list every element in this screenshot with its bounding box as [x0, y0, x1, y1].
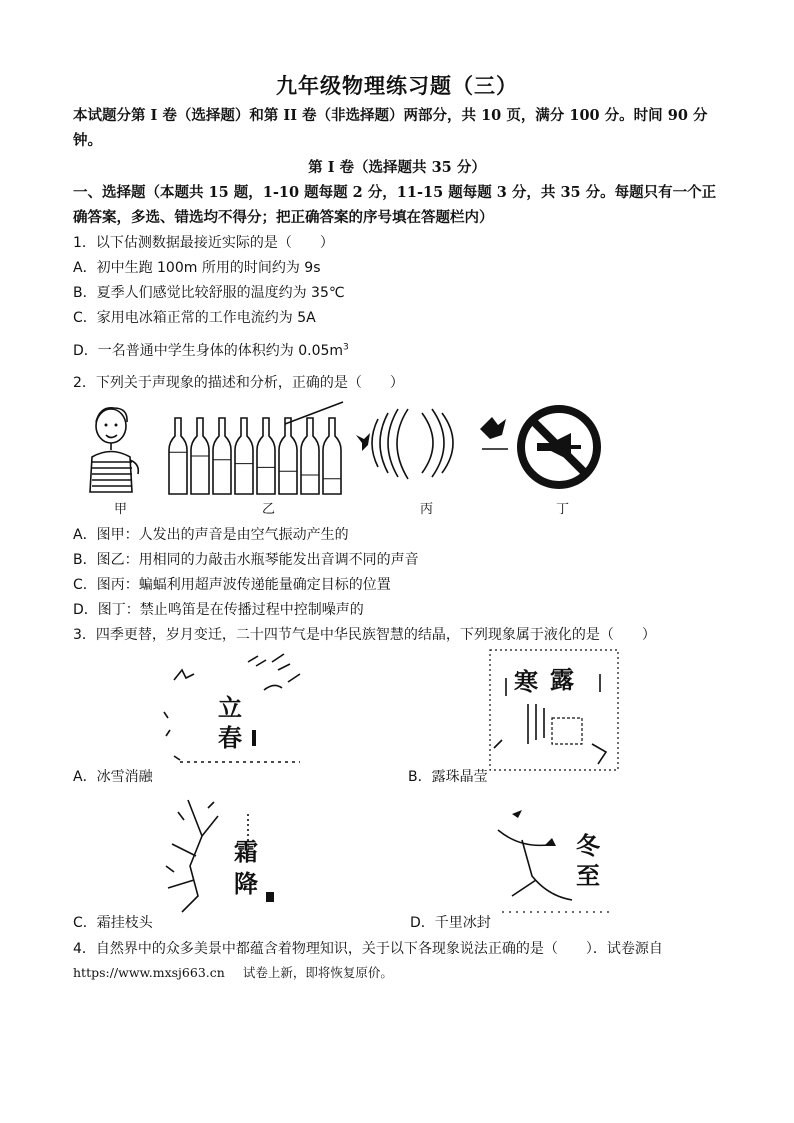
q3-image-c-shuangjiang [158, 796, 288, 916]
q2-figure-jia-person [78, 402, 148, 497]
q2-figure-bing-bat-waves [352, 405, 512, 485]
bottle-6 [279, 418, 297, 494]
q1-option-b: B．夏季人们感觉比较舒服的温度约为 35℃ [73, 285, 345, 301]
q4-stem-text: 4．自然界中的众多美景中都蕴含着物理知识，关于以下各现象说法正确的是（ [73, 941, 558, 957]
q2-option-a: A．图甲：人发出的声音是由空气振动产生的 [73, 527, 349, 543]
q3-img-a-char-1: 立 [218, 693, 242, 722]
q3-option-c: C．霜挂枝头 [73, 915, 153, 931]
q2-option-b: B．图乙：用相同的力敲击水瓶琴能发出音调不同的声音 [73, 552, 419, 568]
q1-option-a: A．初中生跑 100m 所用的时间约为 9s [73, 260, 321, 276]
q2-stem-text: 2．下列关于声现象的描述和分析，正确的是（ [73, 375, 362, 391]
q1-option-d-text: D．一名普通中学生身体的体积约为 0.05m [73, 343, 344, 359]
q2-stem-close: ） [389, 375, 404, 391]
q2-option-c: C．图丙：蝙蝠利用超声波传递能量确定目标的位置 [73, 577, 391, 593]
q2-figure-yi-bottles [165, 414, 345, 498]
q2-fig-label-yi: 乙 [262, 502, 276, 517]
q3-option-b: B．露珠晶莹 [408, 769, 488, 785]
part1-instructions: 一、选择题（本题共 15 题，1-10 题每题 2 分，11-15 题每题 3 分，共 35 分。每题只有一个正确答案，多选、错选均不得分；把正确答案的序号填在答题栏内） [73, 184, 717, 226]
q3-img-d-char-2: 至 [576, 861, 600, 890]
q3-option-a: A．冰雪消融 [73, 769, 153, 785]
q3-img-a-char-2: 春 [218, 723, 242, 752]
q2-fig-label-ding: 丁 [556, 502, 570, 517]
q2-fig-label-bing: 丙 [420, 502, 434, 517]
q3-stem-text: 3．四季更替，岁月变迁，二十四节气是中华民族智慧的结晶，下列现象属于液化的是（ [73, 627, 614, 643]
q4-line2 [73, 963, 393, 981]
q2-stem [73, 372, 404, 392]
q3-image-b-hanlu [488, 648, 620, 772]
q1-option-d [73, 340, 349, 360]
q1-stem-close: ） [319, 235, 334, 251]
bottle-1 [169, 418, 187, 494]
q3-img-d-char-1: 冬 [576, 831, 600, 860]
q3-stem [73, 624, 656, 644]
q3-img-c-char-2: 降 [234, 869, 258, 898]
q1-option-d-sup: 3 [343, 342, 349, 353]
q3-image-a-lichun [160, 652, 310, 767]
q2-fig-label-jia: 甲 [114, 502, 128, 517]
q4-stem [73, 938, 663, 958]
q4-stem-close: ）．试卷源自 [585, 941, 663, 957]
source-url-link[interactable]: https://www.mxsj663.cn [73, 965, 225, 980]
no-horn-sign-icon [515, 403, 603, 491]
section-heading: 第 I 卷（选择题共 35 分） [308, 159, 486, 176]
page-title: 九年级物理练习题（三） [276, 73, 518, 98]
q3-stem-close: ） [641, 627, 656, 643]
q3-image-d-dongzhi [492, 800, 622, 918]
q1-stem [73, 232, 334, 252]
bottle-7 [301, 418, 319, 494]
intro-text: 本试题分第 I 卷（选择题）和第 II 卷（非选择题）两部分，共 10 页，满分 100 分。时间 90 分钟。 [73, 107, 708, 149]
bottle-4 [235, 418, 253, 494]
q2-option-d: D．图丁：禁止鸣笛是在传播过程中控制噪声的 [73, 602, 364, 618]
q1-stem-text: 1．以下估测数据最接近实际的是（ [73, 235, 292, 251]
q3-img-b-char-2: 露 [550, 665, 574, 694]
q1-option-c: C．家用电冰箱正常的工作电流约为 5A [73, 310, 316, 326]
q4-line2-rest: 试卷上新，即将恢复原价。 [242, 965, 393, 980]
q3-img-c-char-1: 霜 [234, 837, 258, 866]
q3-img-b-char-1: 寒 [514, 667, 538, 696]
bottle-5 [257, 418, 275, 494]
bottle-8 [323, 418, 341, 494]
q3-option-d: D．千里冰封 [410, 915, 491, 931]
bottle-3 [213, 418, 231, 494]
